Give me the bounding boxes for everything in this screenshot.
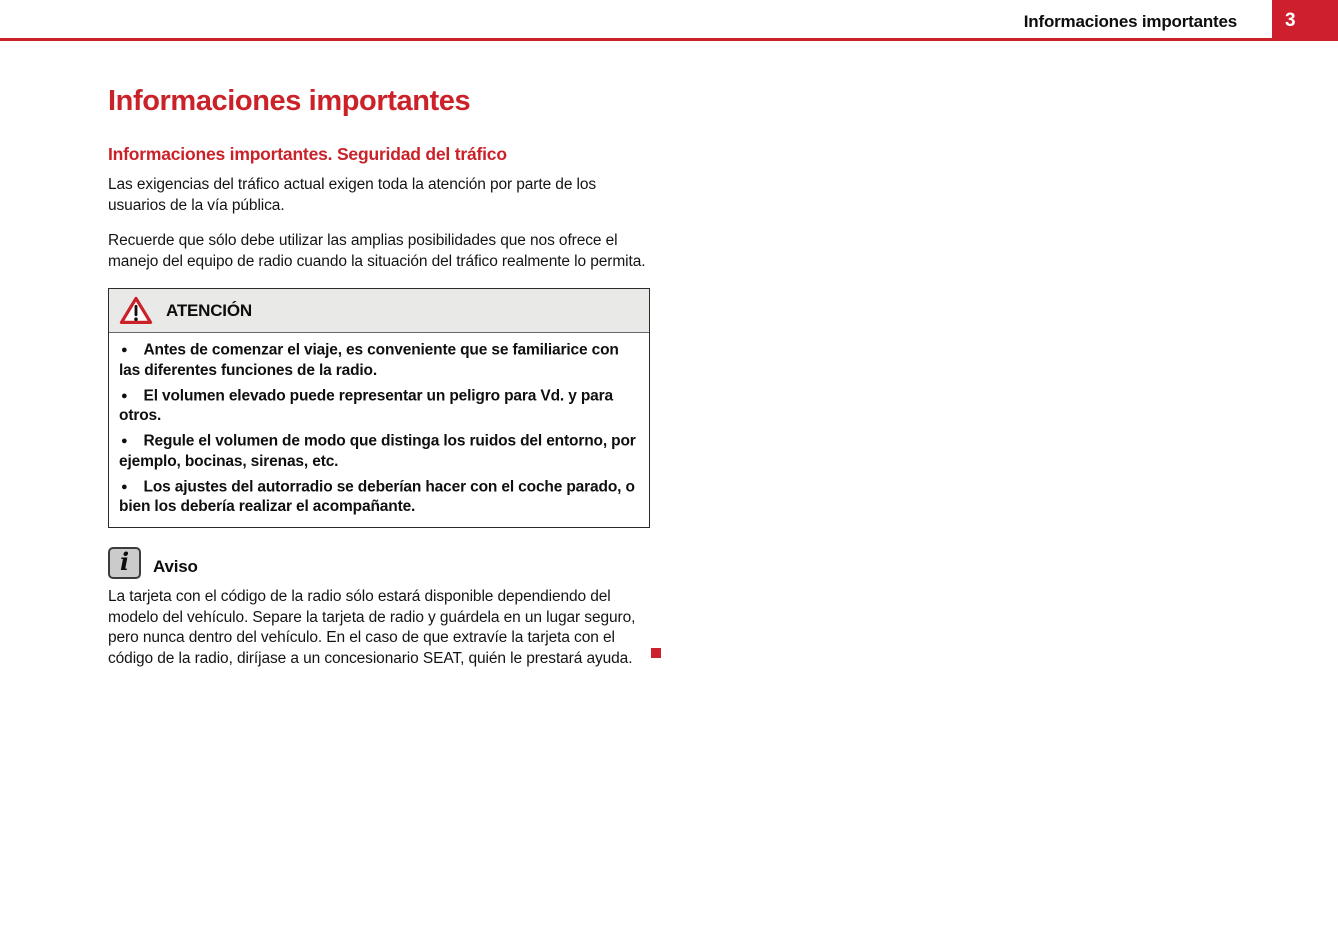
page-number: 3 — [1285, 9, 1296, 31]
warning-bullet-text: Antes de comenzar el viaje, es conveniente que se familiarice con las diferentes funciones de la radio. — [119, 341, 619, 379]
warning-bullet — [119, 431, 639, 472]
info-icon — [108, 547, 141, 579]
bullet-dot: ● — [121, 389, 128, 402]
chapter-title: Informaciones importantes — [108, 85, 471, 117]
warning-bullet — [119, 340, 639, 381]
warning-bullet — [119, 386, 639, 427]
note-section — [108, 547, 650, 669]
bullet-dot: ● — [121, 435, 128, 447]
warning-box-title: ATENCIÓN — [166, 300, 252, 320]
warning-box-header — [109, 289, 649, 333]
header-rule — [0, 38, 1338, 41]
warning-bullet-text: Regule el volumen de modo que distinga los ruidos del entorno, por ejemplo, bocinas, sirenas, etc. — [119, 432, 636, 470]
info-icon-glyph: i — [119, 547, 130, 576]
note-body-wrap — [108, 587, 650, 669]
running-header — [0, 0, 1338, 41]
warning-triangle-icon — [119, 295, 153, 326]
paragraph: Las exigencias del tráfico actual exigen toda la atención por parte de los usuarios de la vía pública. — [108, 176, 597, 214]
warning-bullet — [119, 477, 639, 518]
warning-box-body — [109, 333, 649, 527]
main-column — [108, 84, 650, 669]
section-end-marker — [651, 648, 661, 658]
page-number-badge — [1272, 0, 1338, 41]
paragraph: Recuerde que sólo debe utilizar las amplias posibilidades que nos ofrece el manejo del equipo de radio cuando la situación del tráfico realmente lo permita. — [108, 232, 646, 270]
warning-bullet-text: El volumen elevado puede representar un peligro para Vd. y para otros. — [119, 387, 613, 424]
section-heading: Informaciones importantes. Seguridad del tráfico — [108, 144, 507, 164]
bullet-dot: ● — [121, 480, 128, 493]
running-header-title: Informaciones importantes — [1023, 12, 1237, 31]
note-title: Aviso — [153, 557, 198, 576]
warning-bullet-text: Los ajustes del autorradio se deberían hacer con el coche parado, o bien los debería realizar el acompañante. — [119, 478, 635, 515]
warning-box — [108, 288, 650, 528]
note-body: La tarjeta con el código de la radio sólo estará disponible dependiendo del modelo del vehículo. Separe la tarjeta de radio y guárdela en un lugar seguro, pero nunca dentro del vehículo. En el caso de que extravíe la tarjeta con el código de la radio, diríjase a un concesionario SEAT, quién le prestará ayuda. — [108, 588, 636, 667]
note-header — [108, 547, 650, 579]
bullet-dot: ● — [121, 344, 128, 356]
